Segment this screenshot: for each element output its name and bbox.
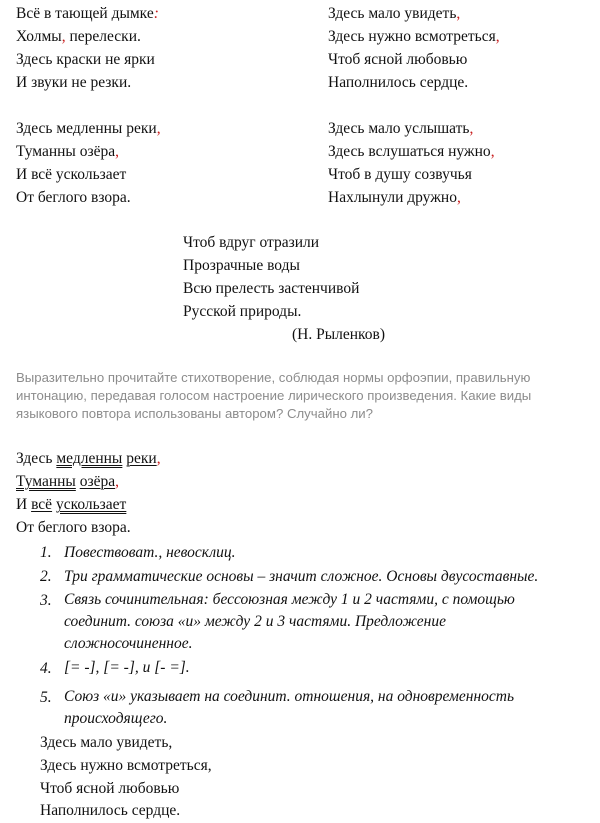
poem-text: Здесь мало увидеть	[328, 5, 457, 22]
predicate-word: ускользает	[55, 496, 127, 513]
red-punct: ,	[469, 120, 474, 137]
red-punct: ,	[61, 28, 66, 45]
red-punct: ,	[156, 120, 161, 137]
poem-line	[16, 119, 161, 139]
predicate-word: медленны	[56, 450, 123, 467]
list-item-cont: сложносочиненное.	[64, 635, 193, 652]
list-item: Повествоват., невосклиц.	[64, 544, 236, 561]
word: Здесь	[16, 450, 57, 467]
list-number: 1.	[40, 544, 52, 561]
list-number: 3.	[40, 592, 52, 609]
poem-line: Прозрачные воды	[183, 257, 300, 274]
poem-line: Здесь нужно всмотреться,	[40, 757, 212, 774]
poem-line: Здесь краски не ярки	[16, 51, 155, 68]
poem-line	[328, 188, 461, 208]
poem-line: И звуки не резки.	[16, 74, 132, 91]
list-item: [= -], [= -], и [- =].	[64, 659, 190, 676]
poem-line: Чтоб ясной любовью	[328, 51, 468, 68]
poem-line	[328, 119, 473, 139]
poem-text: перелески.	[65, 28, 141, 45]
list-item-cont: происходящего.	[64, 710, 168, 727]
list-item-cont: соединит. союза «и» между 2 и 3 частями. Предложение	[64, 613, 446, 630]
poem-line: Чтоб вдруг отразили	[183, 234, 320, 251]
list-number: 2.	[40, 568, 52, 585]
poem-line	[328, 27, 500, 47]
poem-line: Здесь мало увидеть,	[40, 734, 173, 751]
poem-author: (Н. Рыленков)	[292, 326, 386, 343]
subject-word: всё	[31, 496, 53, 513]
red-punct: ,	[456, 189, 461, 206]
poem-text: Нахлынули дружно	[328, 189, 457, 206]
poem-line: Чтоб в душу созвучья	[328, 166, 472, 183]
poem-line	[16, 142, 119, 162]
poem-text: Туманны озёра	[16, 143, 116, 160]
poem-line: Всю прелесть застенчивой	[183, 280, 360, 297]
analysis-line-2	[16, 472, 119, 492]
poem-text: Холмы	[16, 28, 62, 45]
red-punct: ,	[156, 450, 161, 467]
poem-text: Здесь нужно всмотреться	[328, 28, 496, 45]
task-text: Выразительно прочитайте стихотворение, соблюдая нормы орфоэпии, правильную интонацию, передавая голосом настроение лирического произведения. Какие виды языкового повтора использованы автором? Случайно ли?	[16, 370, 532, 421]
poem-line	[328, 4, 460, 24]
poem-line: От беглого взора.	[16, 189, 131, 206]
red-punct: ,	[495, 28, 500, 45]
poem-line: Чтоб ясной любовью	[40, 780, 180, 797]
poem-line: И всё ускользает	[16, 166, 127, 183]
red-punct: ,	[115, 143, 119, 160]
red-punct: ,	[490, 143, 495, 160]
red-punct: :	[153, 5, 159, 22]
poem-line	[328, 142, 495, 162]
list-item: Три грамматические основы – значит сложное. Основы двусоставные.	[64, 568, 539, 585]
poem-line: Наполнилось сердце.	[40, 802, 181, 819]
poem-text: Здесь вслушаться нужно	[328, 143, 491, 160]
list-item: Союз «и» указывает на соединит. отношения, на одновременность	[64, 688, 515, 705]
list-number: 5.	[40, 689, 52, 706]
poem-line	[16, 27, 141, 47]
poem-line	[16, 4, 159, 24]
list-number: 4.	[40, 660, 52, 677]
poem-text: Здесь мало услышать	[328, 120, 470, 137]
analysis-line-3	[16, 495, 126, 515]
poem-text: Всё в тающей дымке	[16, 5, 154, 22]
analysis-line-4: От беглого взора.	[16, 519, 131, 536]
word: И	[16, 496, 32, 513]
predicate-word: Туманны	[16, 473, 76, 490]
red-punct: ,	[456, 5, 461, 22]
list-item: Связь сочинительная: бессоюзная между 1 и 2 частями, с помощью	[64, 591, 515, 608]
subject-word: реки	[126, 450, 157, 467]
poem-text: Здесь медленны реки	[16, 120, 157, 137]
red-punct: ,	[115, 473, 119, 490]
subject-word: озёра	[79, 473, 116, 490]
poem-line: Русской природы.	[183, 303, 302, 320]
poem-line: Наполнилось сердце.	[328, 74, 469, 91]
analysis-line-1	[16, 449, 161, 469]
